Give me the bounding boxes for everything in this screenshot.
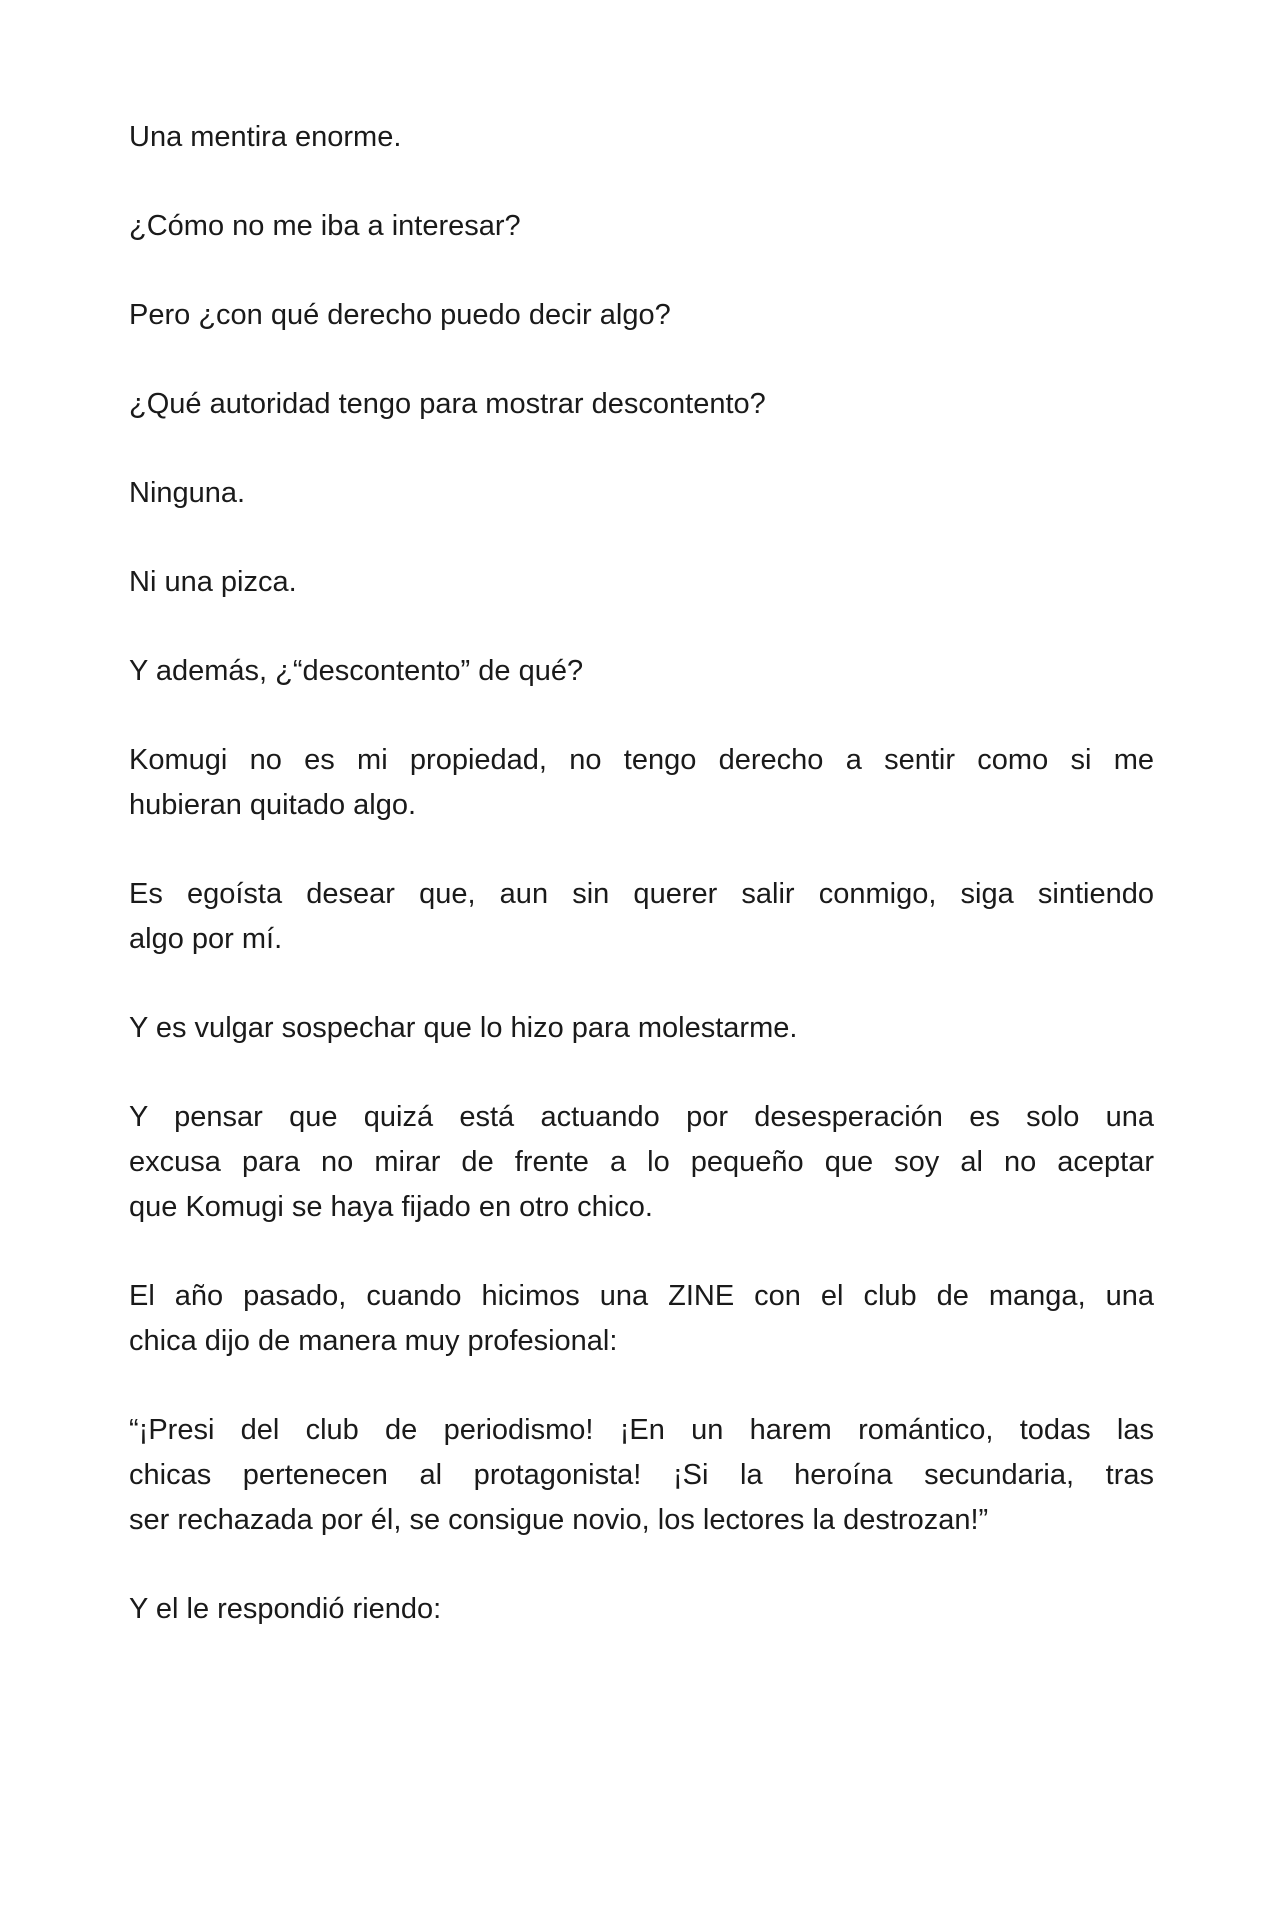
paragraph xyxy=(129,382,1154,427)
text-line: Y pensar que quizá está actuando por desesperación es solo una xyxy=(129,1101,1154,1133)
text-line: excusa para no mirar de frente a lo pequeño que soy al no aceptar xyxy=(129,1146,1154,1178)
text-line: Ni una pizca. xyxy=(129,566,297,598)
text-line: ¿Qué autoridad tengo para mostrar descontento? xyxy=(129,388,766,420)
text-line: chicas pertenecen al protagonista! ¡Si la heroína secundaria, tras xyxy=(129,1459,1154,1491)
text-line: ¿Cómo no me iba a interesar? xyxy=(129,210,521,242)
text-line: Ninguna. xyxy=(129,477,246,509)
paragraph xyxy=(129,872,1154,962)
text-line: ser rechazada por él, se consigue novio, los lectores la destrozan!” xyxy=(129,1504,989,1536)
text-line: Y además, ¿“descontento” de qué? xyxy=(129,655,584,687)
paragraph xyxy=(129,738,1154,828)
paragraph xyxy=(129,649,1154,694)
text-line: El año pasado, cuando hicimos una ZINE con el club de manga, una xyxy=(129,1280,1154,1312)
text-line: Y es vulgar sospechar que lo hizo para molestarme. xyxy=(129,1012,798,1044)
paragraph xyxy=(129,1274,1154,1364)
text-line: chica dijo de manera muy profesional: xyxy=(129,1325,618,1357)
text-line: Komugi no es mi propiedad, no tengo derecho a sentir como si me xyxy=(129,744,1154,776)
text-line: “¡Presi del club de periodismo! ¡En un harem romántico, todas las xyxy=(129,1414,1154,1446)
text-line: Y el le respondió riendo: xyxy=(129,1593,442,1625)
paragraph xyxy=(129,115,1154,160)
paragraph xyxy=(129,1587,1154,1632)
text-line: Una mentira enorme. xyxy=(129,121,402,153)
text-line: Pero ¿con qué derecho puedo decir algo? xyxy=(129,299,671,331)
text-line: Es egoísta desear que, aun sin querer salir conmigo, siga sintiendo xyxy=(129,878,1154,910)
text-line: hubieran quitado algo. xyxy=(129,789,417,821)
text-line: que Komugi se haya fijado en otro chico. xyxy=(129,1191,653,1223)
paragraph xyxy=(129,1408,1154,1543)
text-line: algo por mí. xyxy=(129,923,283,955)
paragraph xyxy=(129,471,1154,516)
paragraph xyxy=(129,1095,1154,1230)
paragraph xyxy=(129,560,1154,605)
paragraph xyxy=(129,204,1154,249)
paragraph xyxy=(129,293,1154,338)
paragraph xyxy=(129,1006,1154,1051)
